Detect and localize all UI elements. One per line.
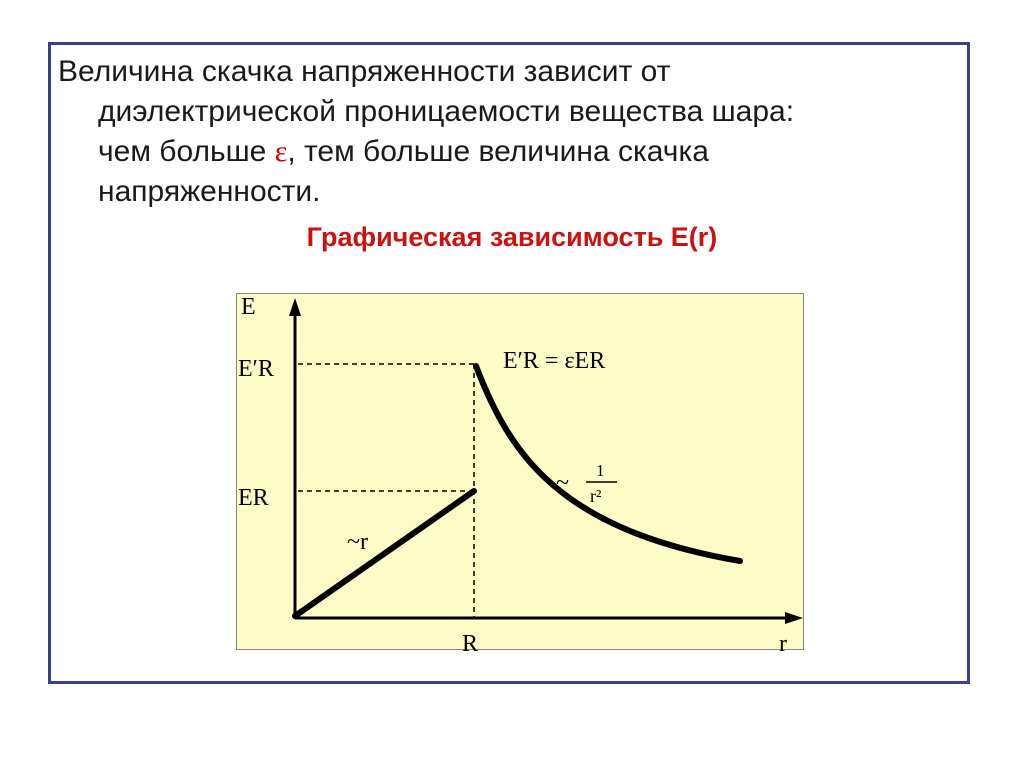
- tick-label-e-r: ER: [238, 485, 269, 511]
- tick-label-e-r-prime: E′R: [238, 356, 274, 382]
- inverse-tilde: ~: [556, 470, 569, 496]
- x-axis-label: r: [779, 631, 787, 657]
- paragraph-line-4: напряженности.: [98, 175, 321, 208]
- linear-dependence-label: ~r: [347, 529, 368, 555]
- paragraph-line-3-start: чем больше: [98, 135, 275, 168]
- y-axis-label: E: [241, 294, 256, 320]
- inverse-denominator: r²: [590, 486, 602, 506]
- graph-title: Графическая зависимость E(r): [306, 222, 718, 252]
- paragraph-line-1: Величина скачка напряженности зависит от: [58, 55, 671, 88]
- inverse-numerator: 1: [596, 461, 605, 480]
- inverse-square-curve: [476, 366, 740, 561]
- linear-segment: [295, 491, 474, 616]
- paragraph-line-3-end: , тем больше величина скачка: [287, 135, 709, 168]
- y-axis-arrow-icon: [289, 298, 301, 316]
- paragraph-line-2: диэлектрической проницаемости вещества шара:: [98, 95, 795, 128]
- jump-formula: E′R = εER: [503, 348, 606, 374]
- tick-label-r: R: [462, 631, 479, 657]
- epsilon-symbol: ε: [274, 135, 288, 168]
- x-axis-arrow-icon: [785, 612, 803, 624]
